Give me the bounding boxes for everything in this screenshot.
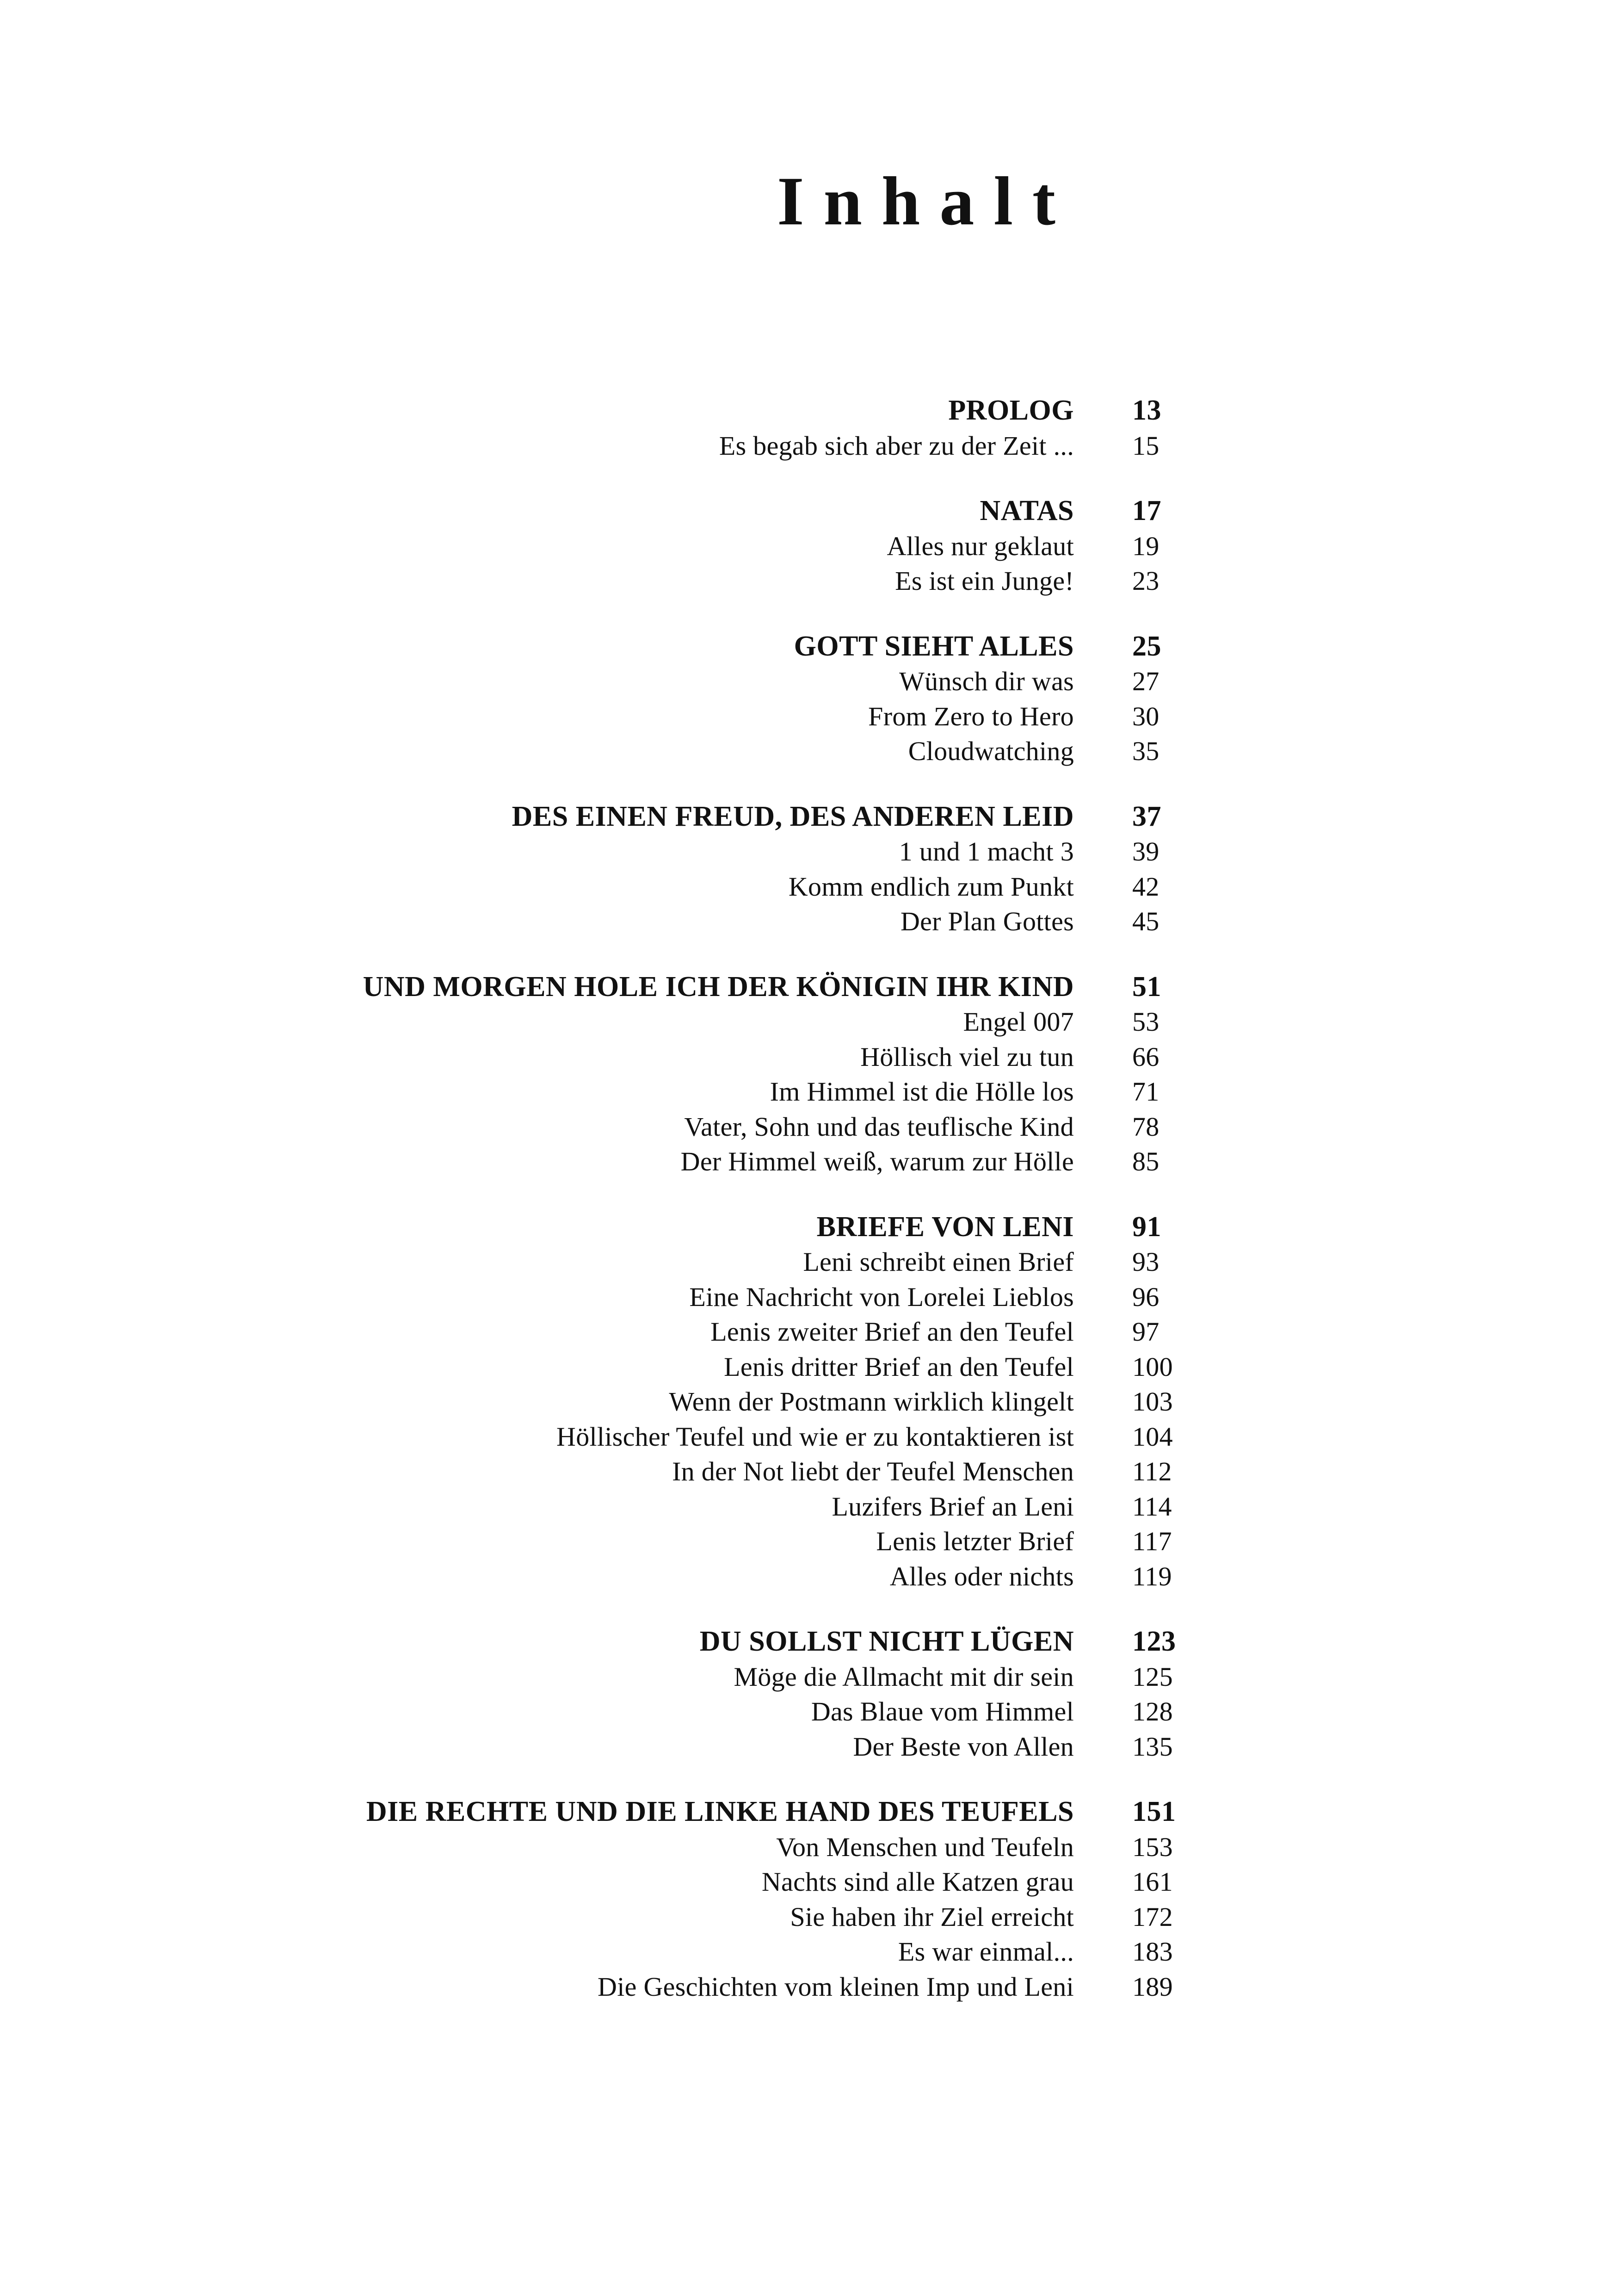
subchapter-page-number: 172	[1132, 1901, 1173, 1932]
subchapter-title: Höllischer Teufel und wie er zu kontaktieren ist	[556, 1421, 1074, 1452]
subchapter-page-number: 35	[1132, 736, 1160, 766]
chapter-entry[interactable]	[0, 494, 1616, 529]
subchapter-entry[interactable]	[0, 1040, 1616, 1075]
subchapter-entry[interactable]	[0, 1489, 1616, 1524]
subchapter-title: Möge die Allmacht mit dir sein	[734, 1661, 1074, 1692]
subchapter-entry[interactable]	[0, 734, 1616, 769]
subchapter-entry[interactable]	[0, 1524, 1616, 1559]
subchapter-title: Es ist ein Junge!	[895, 566, 1074, 596]
subchapter-title: Der Himmel weiß, warum zur Hölle	[680, 1146, 1074, 1176]
subchapter-title: Komm endlich zum Punkt	[788, 871, 1074, 902]
toc-section	[0, 1795, 1616, 2004]
subchapter-entry[interactable]	[0, 563, 1616, 599]
subchapter-entry[interactable]	[0, 904, 1616, 939]
subchapter-title: In der Not liebt der Teufel Menschen	[672, 1456, 1074, 1486]
chapter-entry[interactable]	[0, 1624, 1616, 1659]
subchapter-title: Nachts sind alle Katzen grau	[761, 1867, 1074, 1897]
page-title: Inhalt	[777, 163, 1075, 240]
subchapter-title: Es begab sich aber zu der Zeit ...	[719, 430, 1074, 461]
subchapter-entry[interactable]	[0, 1559, 1616, 1594]
subchapter-entry[interactable]	[0, 1109, 1616, 1145]
subchapter-title: From Zero to Hero	[868, 701, 1074, 731]
chapter-title: DIE RECHTE UND DIE LINKE HAND DES TEUFELS	[366, 1796, 1074, 1827]
table-of-contents	[0, 393, 1616, 2035]
subchapter-title: Das Blaue vom Himmel	[811, 1696, 1074, 1727]
chapter-title: DES EINEN FREUD, DES ANDEREN LEID	[512, 800, 1074, 832]
subchapter-title: Alles nur geklaut	[887, 531, 1074, 561]
subchapter-title: Lenis dritter Brief an den Teufel	[724, 1351, 1074, 1382]
subchapter-title: Lenis letzter Brief	[876, 1526, 1074, 1556]
subchapter-title: Luzifers Brief an Leni	[832, 1491, 1074, 1522]
subchapter-entry[interactable]	[0, 1934, 1616, 1969]
subchapter-entry[interactable]	[0, 529, 1616, 564]
subchapter-page-number: 30	[1132, 701, 1160, 731]
toc-section	[0, 393, 1616, 463]
subchapter-title: Eine Nachricht von Lorelei Lieblos	[689, 1281, 1074, 1312]
subchapter-page-number: 161	[1132, 1867, 1173, 1897]
subchapter-page-number: 53	[1132, 1007, 1160, 1037]
subchapter-page-number: 100	[1132, 1351, 1173, 1382]
chapter-page-number: 17	[1132, 495, 1161, 526]
chapter-entry[interactable]	[0, 799, 1616, 835]
subchapter-title: Der Plan Gottes	[901, 906, 1074, 936]
subchapter-title: Die Geschichten vom kleinen Imp und Leni	[598, 1971, 1074, 2002]
subchapter-entry[interactable]	[0, 1729, 1616, 1764]
chapter-title: DU SOLLST NICHT LÜGEN	[699, 1626, 1074, 1657]
subchapter-page-number: 103	[1132, 1386, 1173, 1417]
subchapter-entry[interactable]	[0, 1314, 1616, 1349]
subchapter-entry[interactable]	[0, 428, 1616, 464]
subchapter-entry[interactable]	[0, 1864, 1616, 1900]
subchapter-entry[interactable]	[0, 1074, 1616, 1109]
subchapter-title: Im Himmel ist die Hölle los	[770, 1077, 1074, 1107]
chapter-title: BRIEFE VON LENI	[816, 1211, 1074, 1243]
subchapter-title: Es war einmal...	[898, 1937, 1074, 1967]
subchapter-page-number: 97	[1132, 1317, 1160, 1347]
subchapter-page-number: 23	[1132, 566, 1160, 596]
subchapter-page-number: 128	[1132, 1696, 1173, 1727]
subchapter-page-number: 66	[1132, 1041, 1160, 1072]
chapter-page-number: 13	[1132, 395, 1161, 426]
chapter-page-number: 25	[1132, 630, 1161, 662]
subchapter-page-number: 93	[1132, 1247, 1160, 1277]
chapter-entry[interactable]	[0, 393, 1616, 428]
toc-section	[0, 1624, 1616, 1764]
subchapter-entry[interactable]	[0, 1454, 1616, 1489]
chapter-page-number: 91	[1132, 1211, 1161, 1243]
subchapter-page-number: 114	[1132, 1491, 1172, 1522]
chapter-page-number: 151	[1132, 1796, 1176, 1827]
subchapter-page-number: 125	[1132, 1661, 1173, 1692]
subchapter-title: Alles oder nichts	[889, 1561, 1074, 1591]
chapter-entry[interactable]	[0, 1795, 1616, 1830]
subchapter-title: Sie haben ihr Ziel erreicht	[790, 1901, 1074, 1932]
subchapter-page-number: 42	[1132, 871, 1160, 902]
subchapter-page-number: 15	[1132, 430, 1160, 461]
subchapter-entry[interactable]	[0, 869, 1616, 904]
chapter-entry[interactable]	[0, 1210, 1616, 1245]
subchapter-title: Der Beste von Allen	[853, 1731, 1074, 1762]
subchapter-page-number: 39	[1132, 836, 1160, 866]
chapter-title: NATAS	[980, 495, 1074, 526]
subchapter-page-number: 19	[1132, 531, 1160, 561]
subchapter-page-number: 189	[1132, 1971, 1173, 2002]
subchapter-page-number: 104	[1132, 1421, 1173, 1452]
chapter-page-number: 123	[1132, 1626, 1176, 1657]
subchapter-title: 1 und 1 macht 3	[899, 836, 1074, 866]
toc-section	[0, 970, 1616, 1179]
subchapter-title: Von Menschen und Teufeln	[776, 1832, 1074, 1862]
chapter-page-number: 37	[1132, 800, 1161, 832]
subchapter-page-number: 117	[1132, 1526, 1172, 1556]
subchapter-entry[interactable]	[0, 1280, 1616, 1315]
subchapter-title: Engel 007	[963, 1007, 1074, 1037]
subchapter-page-number: 85	[1132, 1146, 1160, 1176]
subchapter-page-number: 71	[1132, 1077, 1160, 1107]
chapter-entry[interactable]	[0, 629, 1616, 664]
subchapter-entry[interactable]	[0, 1004, 1616, 1040]
subchapter-title: Wünsch dir was	[899, 666, 1074, 696]
toc-section	[0, 494, 1616, 599]
subchapter-page-number: 183	[1132, 1937, 1173, 1967]
subchapter-title: Wenn der Postmann wirklich klingelt	[669, 1386, 1074, 1417]
subchapter-page-number: 112	[1132, 1456, 1172, 1486]
subchapter-entry[interactable]	[0, 1384, 1616, 1419]
chapter-title: UND MORGEN HOLE ICH DER KÖNIGIN IHR KIND	[363, 971, 1074, 1003]
chapter-page-number: 51	[1132, 971, 1161, 1003]
subchapter-page-number: 45	[1132, 906, 1160, 936]
chapter-entry[interactable]	[0, 970, 1616, 1005]
subchapter-page-number: 119	[1132, 1561, 1172, 1591]
toc-section	[0, 629, 1616, 769]
subchapter-page-number: 96	[1132, 1281, 1160, 1312]
subchapter-entry[interactable]	[0, 1659, 1616, 1695]
subchapter-entry[interactable]	[0, 699, 1616, 734]
subchapter-entry[interactable]	[0, 664, 1616, 699]
subchapter-entry[interactable]	[0, 1349, 1616, 1385]
subchapter-title: Vater, Sohn und das teuflische Kind	[684, 1111, 1074, 1142]
subchapter-entry[interactable]	[0, 834, 1616, 869]
subchapter-title: Cloudwatching	[908, 736, 1074, 766]
subchapter-title: Lenis zweiter Brief an den Teufel	[710, 1317, 1074, 1347]
toc-section	[0, 799, 1616, 939]
subchapter-page-number: 153	[1132, 1832, 1173, 1862]
subchapter-entry[interactable]	[0, 1244, 1616, 1280]
subchapter-entry[interactable]	[0, 1900, 1616, 1935]
toc-section	[0, 1210, 1616, 1594]
subchapter-entry[interactable]	[0, 1144, 1616, 1179]
subchapter-entry[interactable]	[0, 1694, 1616, 1729]
subchapter-entry[interactable]	[0, 1830, 1616, 1865]
chapter-title: PROLOG	[948, 395, 1074, 426]
chapter-title: GOTT SIEHT ALLES	[794, 630, 1074, 662]
subchapter-entry[interactable]	[0, 1969, 1616, 2005]
subchapter-page-number: 27	[1132, 666, 1160, 696]
subchapter-page-number: 78	[1132, 1111, 1160, 1142]
subchapter-page-number: 135	[1132, 1731, 1173, 1762]
subchapter-title: Höllisch viel zu tun	[860, 1041, 1074, 1072]
subchapter-title: Leni schreibt einen Brief	[803, 1247, 1074, 1277]
subchapter-entry[interactable]	[0, 1419, 1616, 1454]
